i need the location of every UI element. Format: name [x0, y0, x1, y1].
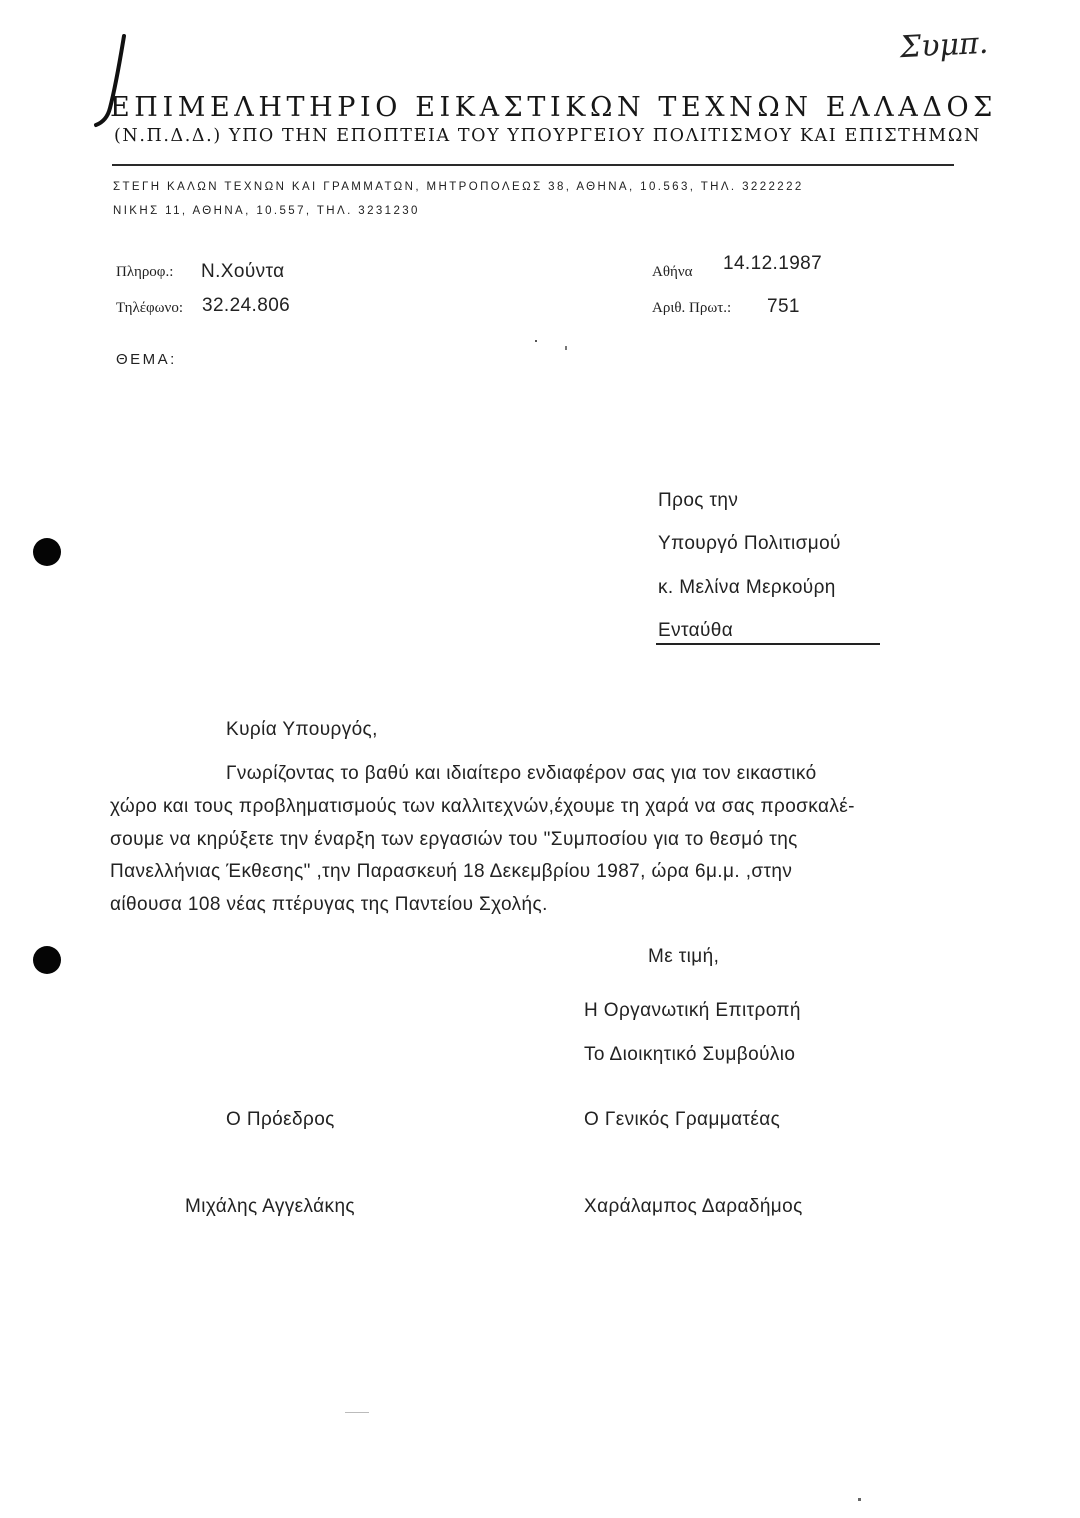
organization-title: ΕΠΙΜΕΛΗΤΗΡΙΟ ΕΙΚΑΣΤΙΚΩΝ ΤΕΧΝΩΝ ΕΛΛΑΔΟΣ: [110, 92, 997, 123]
body-line: Γνωρίζοντας το βαθύ και ιδιαίτερο ενδιαφέρον σας για τον εικαστικό: [226, 763, 817, 784]
recipient-line-1: Προς την: [658, 490, 739, 511]
closing-committee: Η Οργανωτική Επιτροπή: [584, 1000, 801, 1021]
secretary-name: Χαράλαμπος Δαραδήμος: [584, 1196, 803, 1217]
recipient-line-2: Υπουργό Πολιτισμού: [658, 533, 841, 554]
address-line-1: ΣΤΕΓΗ ΚΑΛΩΝ ΤΕΧΝΩΝ ΚΑΙ ΓΡΑΜΜΑΤΩΝ, ΜΗΤΡΟΠΟΛΕΩΣ 38, ΑΘΗΝΑ, 10.563, ΤΗΛ. 3222222: [113, 181, 804, 193]
city-label: Αθήνα: [652, 264, 693, 280]
president-name: Μιχάλης Αγγελάκης: [185, 1196, 355, 1217]
body-line: Πανελλήνιας Έκθεσης" ,την Παρασκευή 18 Δεκεμβρίου 1987, ώρα 6μ.μ. ,στην: [110, 861, 793, 882]
header-divider: [112, 164, 954, 166]
body-line: χώρο και τους προβληματισμούς των καλλιτεχνών,έχουμε τη χαρά να σας προσκαλέ-: [110, 796, 855, 817]
info-value: Ν.Χούντα: [201, 261, 285, 282]
recipient-line-3: κ. Μελίνα Μερκούρη: [658, 577, 836, 598]
info-label: Πληροφ.:: [116, 264, 174, 280]
salutation: Κυρία Υπουργός,: [226, 719, 378, 740]
closing-regards: Με τιμή,: [648, 946, 720, 967]
recipient-line-4: Ενταύθα: [658, 620, 734, 641]
scan-speck: [565, 346, 567, 350]
protocol-label: Αριθ. Πρωτ.:: [652, 300, 732, 316]
punch-hole-top: [33, 538, 61, 566]
phone-label: Τηλέφωνο:: [116, 300, 184, 316]
recipient-underline: [656, 643, 880, 645]
punch-hole-bottom: [33, 946, 61, 974]
subject-label: ΘΕΜΑ:: [116, 351, 177, 368]
body-line: αίθουσα 108 νέας πτέρυγας της Παντείου Σχολής.: [110, 894, 548, 915]
president-title: Ο Πρόεδρος: [226, 1109, 335, 1130]
scan-speck: [345, 1412, 369, 1413]
date-value: 14.12.1987: [723, 253, 823, 274]
phone-value: 32.24.806: [202, 295, 291, 316]
body-line: σουμε να κηρύξετε την έναρξη των εργασιών του "Συμποσίου για το θεσμό της: [110, 829, 798, 850]
closing-board: Το Διοικητικό Συμβούλιο: [584, 1044, 796, 1065]
scan-speck: [535, 340, 537, 342]
scan-speck: [858, 1498, 861, 1501]
secretary-title: Ο Γενικός Γραμματέας: [584, 1109, 781, 1130]
organization-subtitle: (Ν.Π.Δ.Δ.) ΥΠΟ ΤΗΝ ΕΠΟΠΤΕΙΑ ΤΟΥ ΥΠΟΥΡΓΕΙΟΥ ΠΟΛΙΤΙΣΜΟΥ ΚΑΙ ΕΠΙΣΤΗΜΩΝ: [114, 126, 981, 146]
address-line-2: ΝΙΚΗΣ 11, ΑΘΗΝΑ, 10.557, ΤΗΛ. 3231230: [113, 205, 420, 217]
protocol-value: 751: [767, 296, 800, 317]
handwritten-margin-note: Συμπ.: [899, 25, 990, 66]
